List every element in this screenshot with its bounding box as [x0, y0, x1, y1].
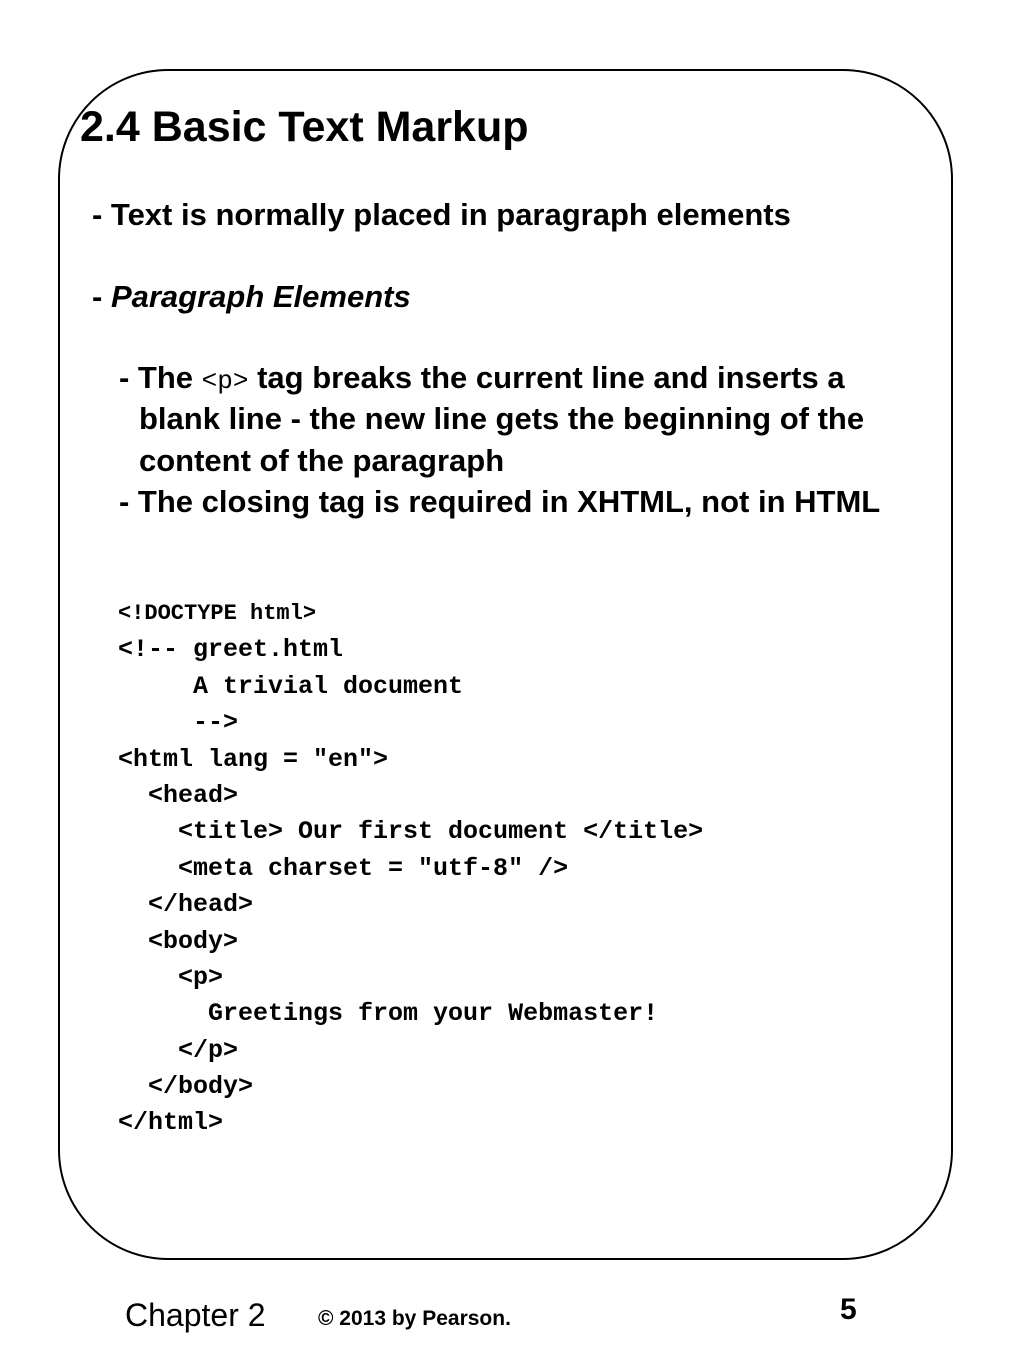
paragraph-elements-heading: Paragraph Elements — [110, 279, 411, 314]
code-line: <html lang = ″en″> — [118, 744, 389, 774]
code-line: <!DOCTYPE html> — [118, 601, 317, 626]
footer-copyright: © 2013 by Pearson. — [318, 1307, 511, 1330]
code-line: <!-- greet.html — [118, 635, 344, 665]
sub-bullet-p-line2: blank line - the new line gets the beginning of the — [139, 401, 865, 436]
code-line: <meta charset = ″utf-8″ /> — [118, 853, 569, 883]
code-line: <p> — [118, 962, 224, 992]
p-tag-code: <p> — [201, 366, 249, 396]
code-line: </p> — [118, 1035, 239, 1065]
code-example — [118, 596, 703, 1142]
sub-bullet-closing-tag: - The closing tag is required in XHTML, not in HTML — [119, 484, 881, 519]
bullet-paragraph-elements — [92, 276, 411, 317]
bullet-dash: - — [92, 279, 111, 314]
bullet-text-paragraphs: - Text is normally placed in paragraph elements — [92, 197, 791, 232]
code-line: A trivial document — [118, 671, 464, 701]
code-line: <body> — [118, 926, 239, 956]
code-line: <head> — [118, 780, 239, 810]
slide-title: 2.4 Basic Text Markup — [80, 103, 529, 151]
code-line: </html> — [118, 1108, 224, 1138]
footer-chapter: Chapter 2 — [125, 1297, 266, 1333]
sub-bullet-p-prefix: - The — [119, 360, 202, 395]
code-line: </head> — [118, 890, 254, 920]
sub-bullet-p-line3: content of the paragraph — [139, 443, 505, 478]
code-line: <title> Our first document </title> — [118, 817, 704, 847]
sub-bullet-p-rest: tag breaks the current line and inserts a — [248, 360, 845, 395]
code-line: </body> — [118, 1072, 254, 1102]
code-line: --> — [118, 708, 239, 738]
page-number: 5 — [840, 1293, 857, 1326]
code-line: Greetings from your Webmaster! — [118, 999, 659, 1029]
sub-bullet-p-tag — [119, 357, 845, 402]
